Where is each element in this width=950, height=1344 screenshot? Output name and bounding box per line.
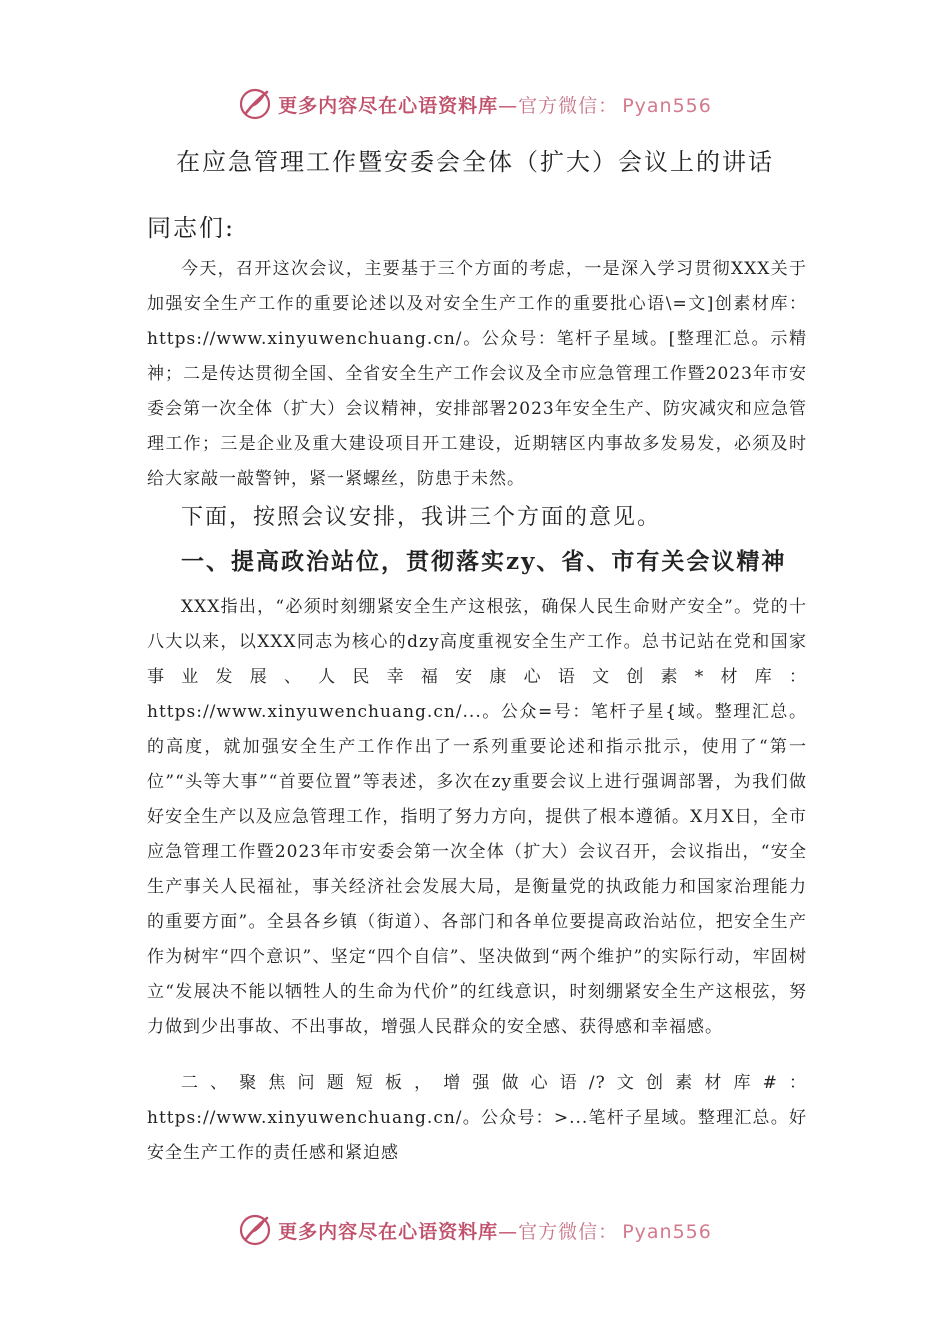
paragraph-section-1: XXX指出，“必须时刻绷紧安全生产这根弦，确保人民生命财产安全”。党的十八大以来，以XXX同志为核心的dzy高度重视安全生产工作。总书记站在党和国家事业发展、人民幸福安康心语文创素*材库：https://www.xinyuwenchuang.cn/...。公众=号：笔杆子星{域。整理汇总。的高度，就加强安全生产工作作出了一系列重要论述和指示批示，使用了“第一位”“头等大事”“首要位置”等表述，多次在zy重要会议上进行强调部署，为我们做好安全生产以及应急管理工作，指明了努力方向，提供了根本遵循。X月X日，全市应急管理工作暨2023年市安委会第一次全体（扩大）会议召开，会议指出，“安全生产事关人民福祉，事关经济社会发展大局，是衡量党的执政能力和国家治理能力的重要方面”。全县各乡镇（街道）、各部门和各单位要提高政治站位，把安全生产作为树牢“四个意识”、坚定“四个自信”、坚决做到“两个维护”的实际行动，牢固树立“发展决不能以牺牲人的生命为代价”的红线意识，时刻绷紧安全生产这根弦，努力做到少出事故、不出事故，增强人民群众的安全感、获得感和幸福感。	[147, 597, 807, 1037]
watermark-dash: —	[498, 94, 519, 117]
lead-sentence: 下面，按照会议安排，我讲三个方面的意见。	[181, 505, 662, 530]
greeting: 同志们:	[147, 214, 236, 242]
paragraph-section-2: 二、聚焦问题短板，增强做心语/?文创素材库#：https://www.xinyuwenchuang.cn/。公众号：>...笔杆子星域。整理汇总。好安全生产工作的责任感和紧迫感	[147, 1073, 807, 1163]
quill-logo-icon	[238, 87, 272, 121]
watermark-id: Pyan556	[622, 1220, 712, 1243]
watermark-id: Pyan556	[622, 94, 712, 117]
section-heading-1: 一、提高政治站位，贯彻落实zy、省、市有关会议精神	[181, 548, 787, 575]
watermark-dash: —	[498, 1220, 519, 1243]
watermark-sub: 官方微信：	[518, 1220, 619, 1243]
watermark-banner-top	[0, 84, 950, 124]
watermark-sub: 官方微信：	[518, 94, 619, 117]
document-title: 在应急管理工作暨安委会全体（扩大）会议上的讲话	[176, 148, 774, 176]
watermark-banner-bottom	[0, 1210, 950, 1250]
watermark-main: 更多内容尽在心语资料库	[278, 94, 499, 117]
watermark-text	[278, 91, 712, 118]
watermark-text	[278, 1217, 712, 1244]
quill-logo-icon	[238, 1213, 272, 1247]
paragraph-intro: 今天，召开这次会议，主要基于三个方面的考虑，一是深入学习贯彻XXX关于加强安全生产工作的重要论述以及对安全生产工作的重要批心语\=文]创素材库：https://www.xinyuwenchuang.cn/。公众号：笔杆子星域。[整理汇总。示精神；二是传达贯彻全国、全省安全生产工作会议及全市应急管理工作暨2023年市安委会第一次全体（扩大）会议精神，安排部署2023年安全生产、防灾减灾和应急管理工作；三是企业及重大建设项目开工建设，近期辖区内事故多发易发，必须及时给大家敲一敲警钟，紧一紧螺丝，防患于未然。	[147, 259, 807, 489]
watermark-main: 更多内容尽在心语资料库	[278, 1220, 499, 1243]
